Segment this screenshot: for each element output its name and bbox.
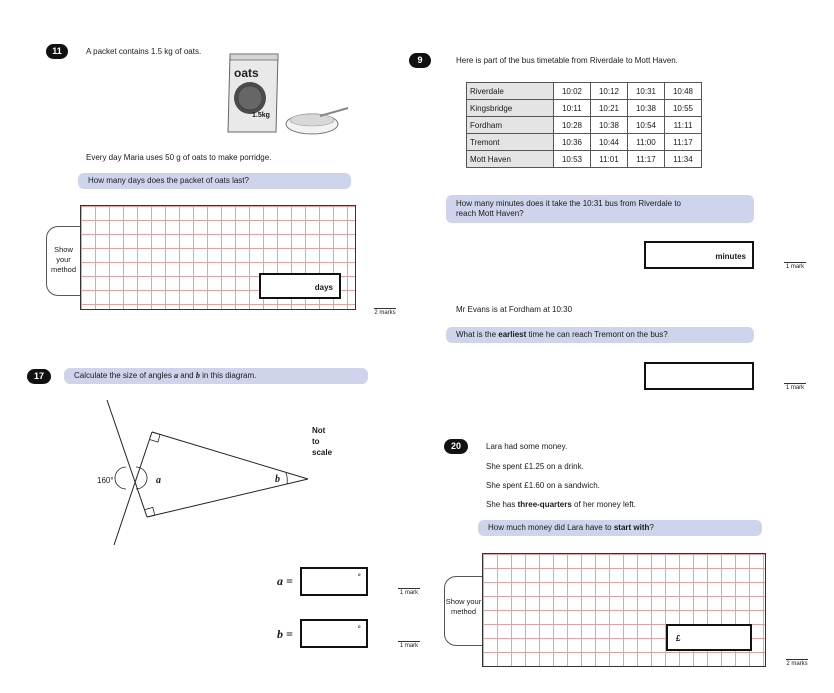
q17-answer-box-b[interactable]: [300, 619, 368, 648]
angle-b-label: b: [275, 474, 280, 485]
timetable-time: 10:54: [628, 117, 665, 134]
q9-intro: Here is part of the bus timetable from Riverdale to Mott Haven.: [456, 56, 678, 65]
q20-line4-post: of her money left.: [571, 500, 636, 509]
timetable-time: 11:00: [628, 134, 665, 151]
q17-question-pre: Calculate the size of angles: [74, 371, 175, 380]
q9-question-a-line2: reach Mott Haven?: [456, 209, 524, 218]
timetable-time: 10:36: [554, 134, 591, 151]
timetable-row: [467, 100, 702, 117]
q20-answer-box[interactable]: [666, 624, 752, 651]
q9-answer-box-b[interactable]: [644, 362, 754, 390]
timetable-time: 10:28: [554, 117, 591, 134]
timetable-stop: Fordham: [467, 117, 554, 134]
q20-question-pre: How much money did Lara have to: [488, 523, 614, 532]
timetable-time: 10:31: [628, 83, 665, 100]
q9-question-a: [446, 195, 754, 223]
q9-marks-b: 1 mark: [785, 385, 805, 391]
q9-answer-a-unit: minutes: [715, 252, 746, 261]
q17-var-b: b: [195, 371, 200, 380]
q17-marks-a: 1 mark: [399, 590, 419, 596]
bus-timetable: [466, 82, 702, 168]
q9-question-b: [446, 327, 754, 343]
degree-symbol: °: [357, 572, 361, 582]
q11-answer-box[interactable]: [259, 273, 341, 299]
q20-line4-pre: She has: [486, 500, 518, 509]
q11-question: How many days does the packet of oats last?: [78, 173, 351, 189]
q9-question-b-bold: earliest: [498, 330, 527, 339]
q20-line4-bold: three-quarters: [517, 500, 572, 509]
timetable-time: 11:34: [665, 151, 702, 168]
timetable-time: 11:11: [665, 117, 702, 134]
q20-line2: She spent £1.25 on a drink.: [486, 462, 584, 471]
q11-answer-unit: days: [314, 283, 333, 292]
timetable-time: 10:02: [554, 83, 591, 100]
timetable-row: [467, 117, 702, 134]
timetable-stop: Mott Haven: [467, 151, 554, 168]
q11-intro: A packet contains 1.5 kg of oats.: [86, 47, 202, 56]
timetable-row: [467, 83, 702, 100]
q20-question-post: ?: [649, 523, 654, 532]
q11-marks: 2 marks: [374, 310, 396, 316]
q9-question-a-line1: How many minutes does it take the 10:31 bus from Riverdale to: [456, 199, 681, 208]
q17-question: [64, 368, 368, 384]
q20-question: [478, 520, 762, 536]
q20-line3: She spent £1.60 on a sandwich.: [486, 481, 600, 490]
timetable-time: 10:48: [665, 83, 702, 100]
not-to-scale-line2: to: [312, 437, 320, 446]
timetable-row: [467, 134, 702, 151]
timetable-time: 10:11: [554, 100, 591, 117]
timetable-time: 10:38: [591, 117, 628, 134]
question-number-20: 20: [444, 439, 468, 454]
angle-a-label: a: [156, 475, 161, 486]
not-to-scale-line3: scale: [312, 448, 333, 457]
oats-packet-weight: 1.5kg: [252, 112, 270, 119]
timetable-time: 11:17: [628, 151, 665, 168]
timetable-time: 10:44: [591, 134, 628, 151]
q17-answer-a-label: a =: [277, 574, 293, 588]
timetable-row: [467, 151, 702, 168]
q9-marks-a: 1 mark: [785, 264, 805, 270]
oats-packet-illustration: [220, 48, 352, 140]
q17-question-mid: and: [178, 371, 196, 380]
q11-info: Every day Maria uses 50 g of oats to make porridge.: [86, 153, 272, 162]
timetable-stop: Kingsbridge: [467, 100, 554, 117]
q9-question-b-post: time he can reach Tremont on the bus?: [526, 330, 668, 339]
q20-line1: Lara had some money.: [486, 442, 568, 451]
timetable-time: 10:53: [554, 151, 591, 168]
timetable-time: 10:55: [665, 100, 702, 117]
q9-question-b-pre: What is the: [456, 330, 499, 339]
q20-show-method-label: Show your method: [444, 576, 482, 646]
question-number-11: 11: [46, 44, 68, 59]
q17-question-post: in this diagram.: [199, 371, 257, 380]
q17-marks-b: 1 mark: [399, 643, 419, 649]
timetable-time: 10:38: [628, 100, 665, 117]
question-number-9: 9: [409, 53, 431, 68]
question-number-17: 17: [27, 369, 51, 384]
oats-packet-label: oats: [234, 66, 259, 80]
q11-show-method-label: Show your method: [46, 226, 80, 296]
angle-160-label: 160°: [97, 476, 114, 485]
timetable-time: 11:17: [665, 134, 702, 151]
not-to-scale-line1: Not: [312, 426, 326, 435]
timetable-time: 10:12: [591, 83, 628, 100]
timetable-stop: Tremont: [467, 134, 554, 151]
timetable-time: 10:21: [591, 100, 628, 117]
q17-var-a: a: [174, 371, 179, 380]
timetable-time: 11:01: [591, 151, 628, 168]
pound-sign: £: [676, 634, 681, 643]
degree-symbol: °: [357, 624, 361, 634]
q20-marks: 2 marks: [786, 661, 808, 667]
q17-answer-b-label: b =: [277, 627, 293, 641]
q9-info-b: Mr Evans is at Fordham at 10:30: [456, 305, 573, 314]
angle-diagram: [90, 395, 333, 550]
timetable-stop: Riverdale: [467, 83, 554, 100]
q9-answer-box-a[interactable]: [644, 241, 754, 269]
q20-line4: [486, 500, 636, 509]
q20-question-bold: start with: [613, 523, 650, 532]
q17-answer-box-a[interactable]: [300, 567, 368, 596]
